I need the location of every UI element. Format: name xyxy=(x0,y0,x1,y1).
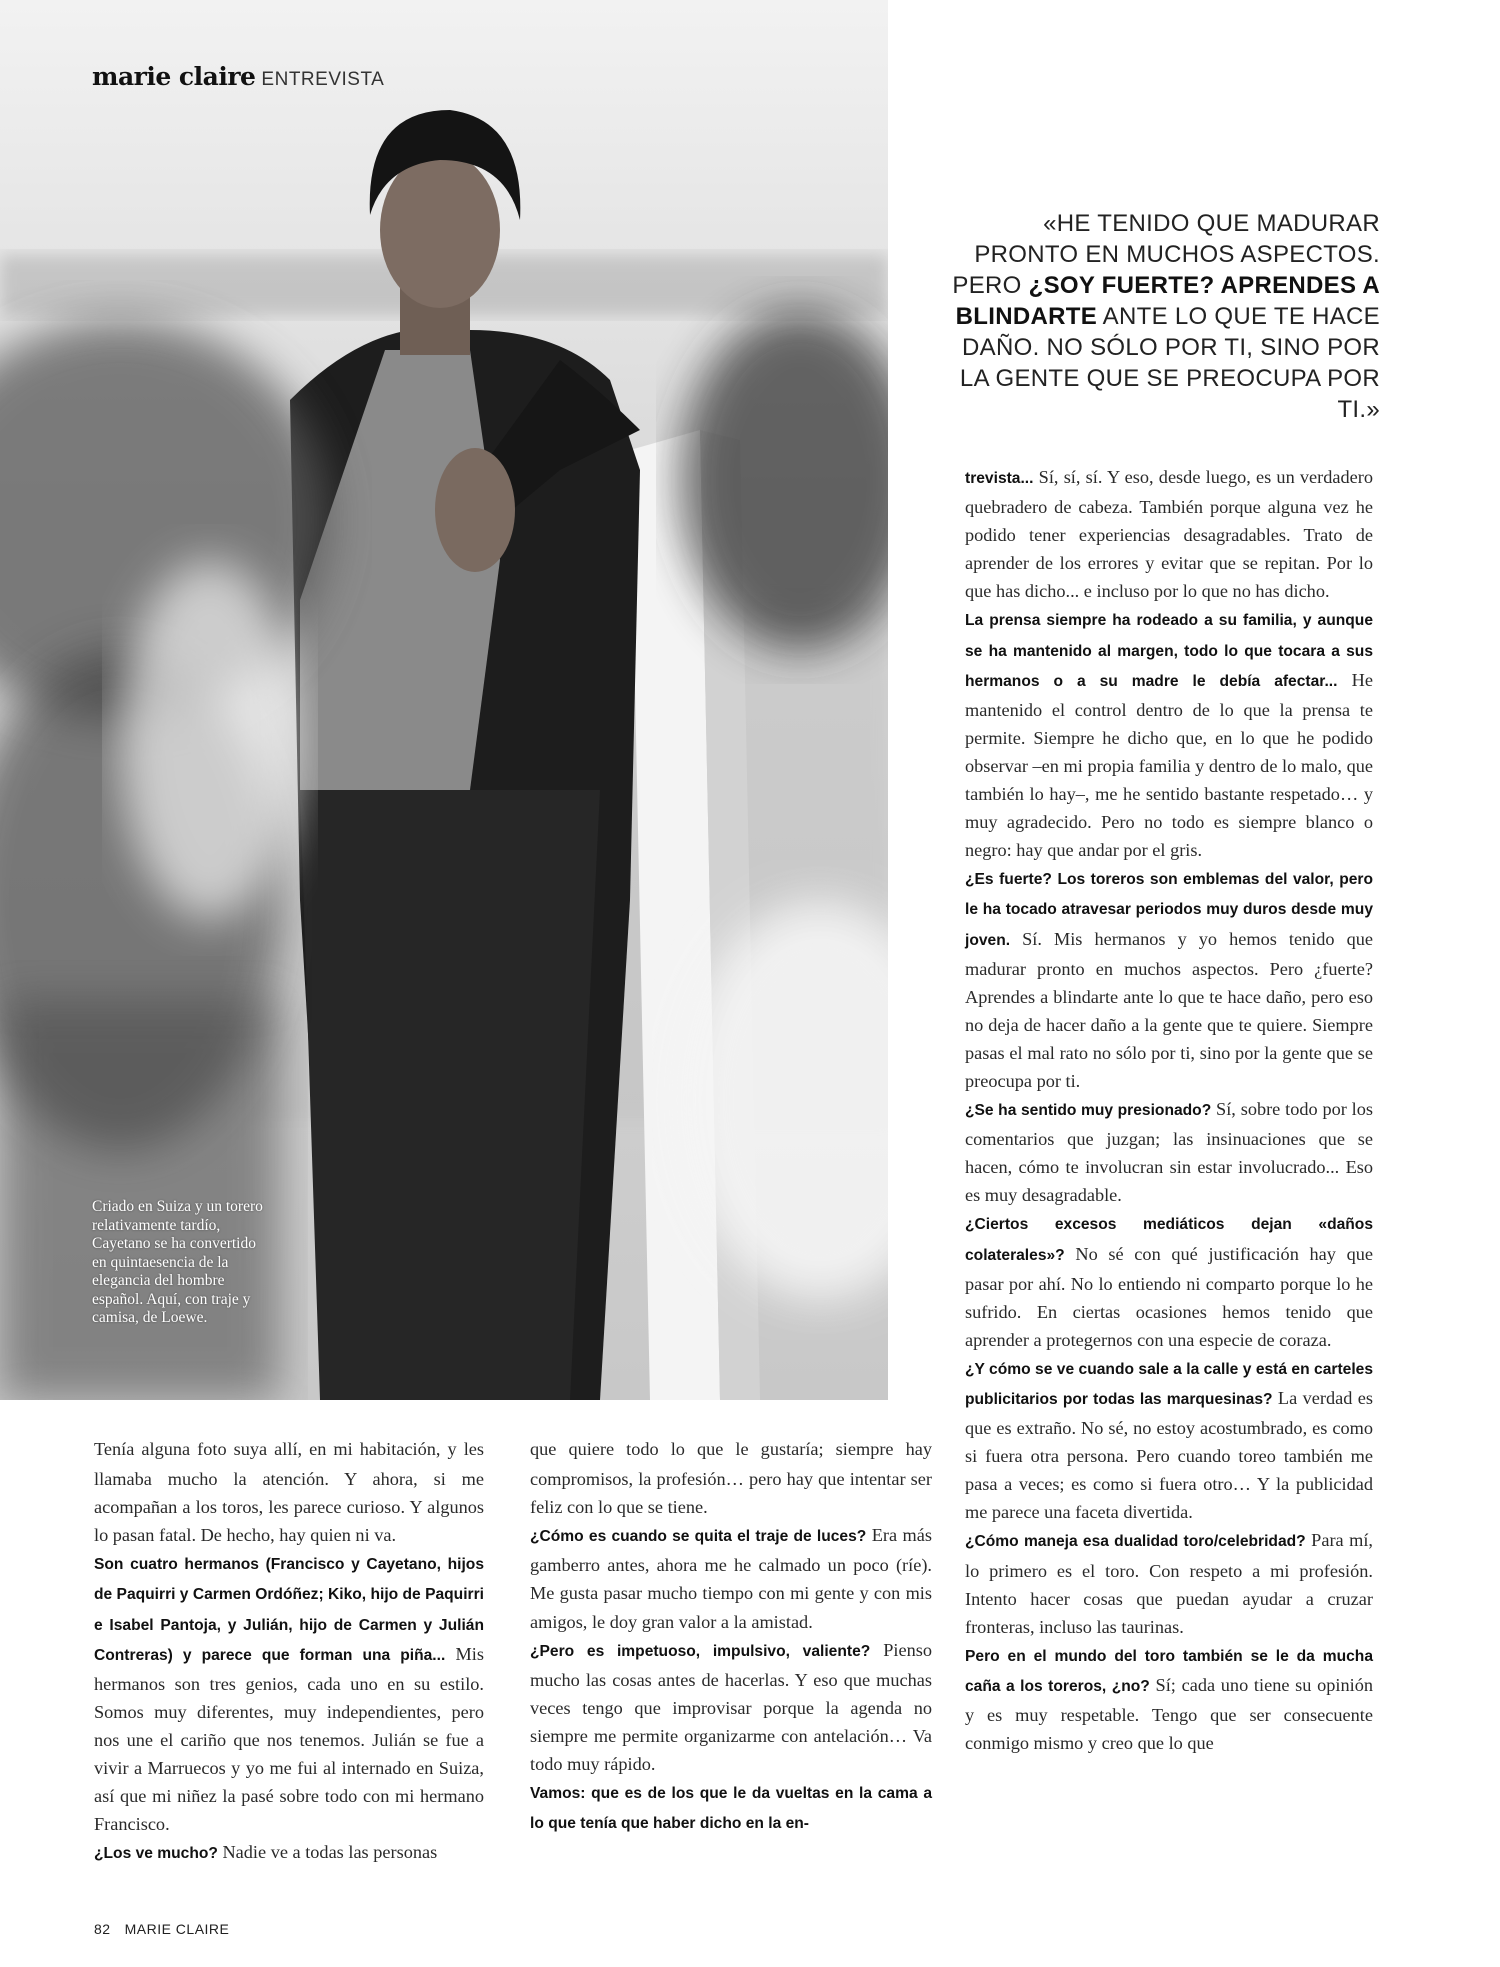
portrait-photo xyxy=(0,0,888,1400)
qa-paragraph xyxy=(530,1435,932,1521)
pull-quote xyxy=(940,208,1380,425)
interview-answer: Sí. Mis hermanos y yo hemos tenido que madurar pronto en muchos aspectos. Pero ¿fuerte? Aprendes a blindarte ante lo que te hace daño, pero eso no deja de hacer daño a la gente que te quiere. Siempre pasas el mal rato no sólo por ti, sino por la gente que se preocupa por ti. xyxy=(965,928,1373,1091)
article-column-middle xyxy=(530,1435,932,1838)
qa-paragraph xyxy=(965,1641,1373,1757)
interview-question: ¿Cómo maneja esa dualidad toro/celebridad? xyxy=(965,1533,1306,1551)
interview-question: ¿Cómo es cuando se quita el traje de luces? xyxy=(530,1528,867,1546)
interview-answer: Mis hermanos son tres genios, cada uno en su estilo. Somos muy diferentes, muy independientes, pero nos une el cariño que nos tenemos. Julián se fue a vivir a Marruecos y yo me fui al internado en Suiza, así que mi niñez la pasé sobre todo con mi hermano Francisco. xyxy=(94,1643,484,1835)
interview-question: Pero en el mundo del toro también se le da mucha caña a los toreros, ¿no? xyxy=(965,1647,1373,1695)
interview-question: ¿Los ve mucho? xyxy=(94,1845,218,1863)
page-number: 82 xyxy=(94,1921,111,1937)
interview-answer: Para mí, lo primero es el toro. Con respeto a mi profesión. Intento hacer cosas que puedan ayudar a cruzar fronteras, incluso las taurinas. xyxy=(965,1530,1373,1637)
qa-paragraph xyxy=(530,1636,932,1778)
photo-illustration xyxy=(0,0,888,1400)
interview-question: Vamos: que es de los que le da vueltas en la cama a lo que tenía que haber dicho en la en- xyxy=(530,1785,932,1833)
brand-logo: marie claire xyxy=(92,62,256,91)
qa-paragraph xyxy=(965,463,1373,605)
interview-question: Son cuatro hermanos (Francisco y Cayetano, hijos de Paquirri y Carmen Ordóñez; Kiko, hijo de Paquirri e Isabel Pantoja, y Julián, hijo de Carmen y Julián Contreras) y parece que forman una piña... xyxy=(94,1556,484,1664)
qa-paragraph xyxy=(965,1095,1373,1209)
photo-caption: Criado en Suiza y un torero relativamente tardío, Cayetano se ha convertido en quintaesencia de la elegancia del hombre español. Aquí, con traje y camisa, de Loewe. xyxy=(92,1198,263,1326)
article-column-right xyxy=(965,463,1373,1757)
pull-quote-start: «HE TENIDO QUE MADURAR PRONTO EN MUCHOS ASPECTOS. PERO xyxy=(952,210,1380,299)
interview-answer: Sí; cada uno tiene su opinión y es muy respetable. Tengo que ser consecuente conmigo mismo y creo que lo que xyxy=(965,1674,1374,1754)
qa-paragraph xyxy=(965,1526,1373,1640)
interview-answer: Tenía alguna foto suya allí, en mi habitación, y les llamaba mucho la atención. Y ahora, si me acompañan a los toros, les parece curioso. Y algunos lo pasan fatal. De hecho, hay quien ni va. xyxy=(94,1439,484,1546)
qa-paragraph xyxy=(965,605,1373,864)
page-footer xyxy=(94,1921,243,1937)
interview-answer: He mantenido el control dentro de lo que la prensa te permite. Siempre he dicho que, en lo que he podido observar –en mi propia familia y dentro de lo malo, que también lo hay–, me he sentido bastante respetado… y muy agradecido. Pero no todo es siempre blanco o negro: hay que andar por el gris. xyxy=(965,669,1373,861)
qa-paragraph xyxy=(965,1354,1373,1527)
interview-question: ¿Ciertos excesos mediáticos dejan «daños colaterales»? xyxy=(965,1216,1373,1264)
interview-answer: que quiere todo lo que le gustaría; siempre hay compromisos, la profesión… pero hay que intentar ser feliz con lo que se tiene. xyxy=(530,1439,932,1518)
interview-question: trevista... xyxy=(965,470,1034,487)
qa-paragraph xyxy=(94,1435,484,1549)
interview-answer: Nadie ve a todas las personas xyxy=(217,1842,438,1863)
qa-paragraph xyxy=(965,864,1373,1095)
interview-question: ¿Es fuerte? Los toreros son emblemas del valor, pero le ha tocado atravesar periodos muy duros desde muy joven. xyxy=(965,871,1373,949)
interview-answer: Pienso mucho las cosas antes de hacerlas. Y eso que muchas veces tengo que improvisar porque la agenda no siempre me permite organizarme con antelación… Va todo muy rápido. xyxy=(530,1639,932,1775)
interview-question: ¿Se ha sentido muy presionado? xyxy=(965,1102,1212,1120)
pull-quote-end: ANTE LO QUE TE HACE DAÑO. NO SÓLO POR TI, SINO POR LA GENTE QUE SE PREOCUPA POR TI.» xyxy=(959,303,1380,423)
article-column-left xyxy=(94,1435,484,1868)
interview-question: ¿Pero es impetuoso, impulsivo, valiente? xyxy=(530,1642,871,1660)
interview-question: La prensa siempre ha rodeado a su familia, y aunque se ha mantenido al margen, todo lo que tocara a sus hermanos o a su madre le debía afectar... xyxy=(965,612,1373,690)
masthead xyxy=(92,62,384,91)
interview-answer: Sí, sí, sí. Y eso, desde luego, es un verdadero quebradero de cabeza. También porque alguna vez he podido tener experiencias desagradables. Trato de aprender de los errores y evitar que se repitan. Por lo que has dicho... e incluso por lo que no has dicho. xyxy=(965,467,1373,602)
qa-paragraph xyxy=(94,1838,484,1868)
qa-paragraph xyxy=(530,1521,932,1635)
section-label: ENTREVISTA xyxy=(261,69,385,90)
qa-paragraph xyxy=(530,1778,932,1838)
qa-paragraph xyxy=(94,1549,484,1838)
interview-answer: No sé con qué justificación hay que pasar por ahí. No lo entiendo ni comparto porque lo he sufrido. En ciertas ocasiones hemos tenido que aprender a protegernos con una especie de coraza. xyxy=(965,1243,1373,1350)
qa-paragraph xyxy=(965,1209,1373,1353)
interview-question: ¿Y cómo se ve cuando sale a la calle y está en carteles publicitarios por todas las marquesinas? xyxy=(965,1360,1373,1408)
footer-magazine-name: MARIE CLAIRE xyxy=(124,1921,230,1937)
pull-quote-emphasis: ¿SOY FUERTE? APRENDES A BLINDARTE xyxy=(955,272,1380,330)
interview-answer: Era más gamberro antes, ahora me he calmado un poco (ríe). Me gusta pasar mucho tiempo con mi gente y con mis amigos, le doy gran valor a la amistad. xyxy=(530,1525,932,1632)
interview-answer: Sí, sobre todo por los comentarios que juzgan; las insinuaciones que se hacen, cómo te involucran sin estar involucrado... Eso es muy desagradable. xyxy=(965,1099,1373,1206)
interview-answer: La verdad es que es extraño. No sé, no estoy acostumbrado, es como si fuera otra persona. Pero cuando toreo también me pasa a veces; es como si fuera otro… Y la publicidad me parece una faceta divertida. xyxy=(965,1388,1373,1523)
